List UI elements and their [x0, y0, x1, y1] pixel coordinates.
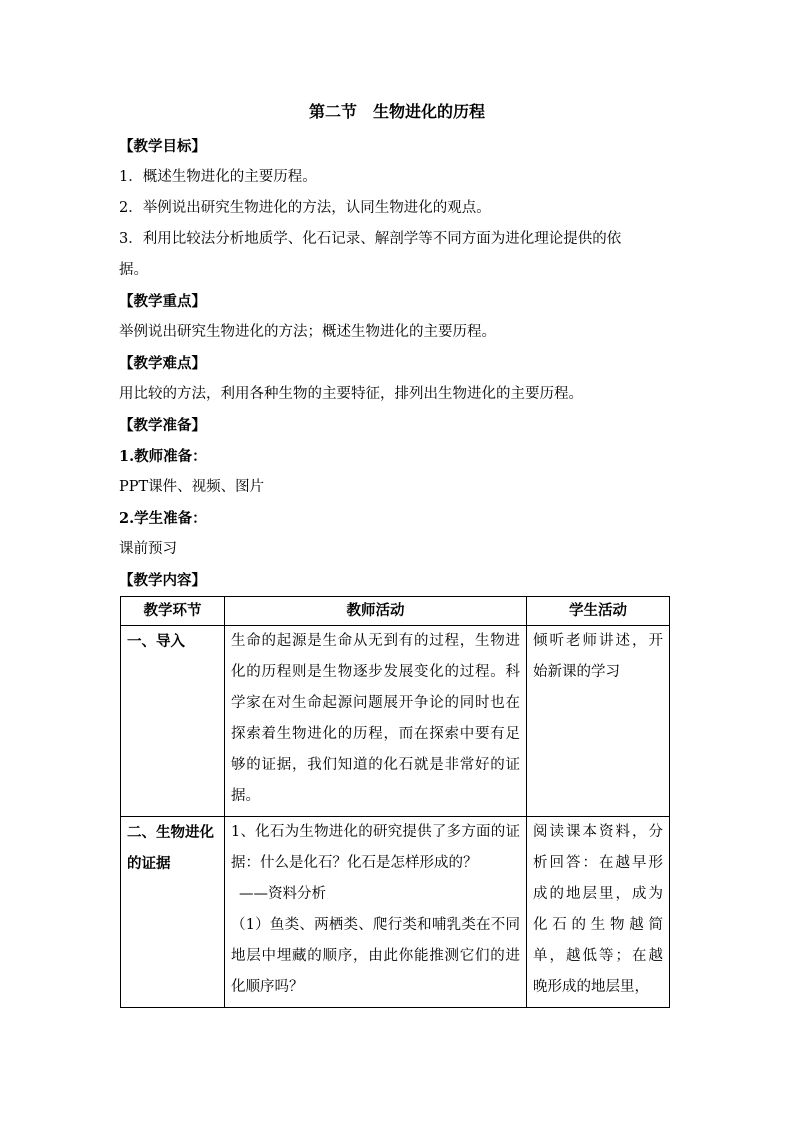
student-preparation-label: 2.学生准备： [119, 510, 207, 527]
teacher-activity-paragraph: 1、化石为生物进化的研究提供了多方面的证据：什么是化石？化石是怎样形成的？ [231, 824, 520, 871]
teacher-preparation-label: 1.教师准备： [119, 448, 207, 465]
teacher-activity-paragraph: （1）鱼类、两栖类、爬行类和哺乳类在不同地层中埋藏的顺序，由此你能推测它们的进化顺序吗？ [231, 917, 520, 995]
objective-item: 2．举例说出研究生物进化的方法，认同生物进化的观点。 [119, 200, 491, 216]
stage-cell: 二、生物进化的证据 [121, 817, 225, 1008]
stage-cell: 一、导入 [121, 626, 225, 817]
objectives-heading: 【教学目标】 [119, 138, 206, 155]
difficulties-text: 用比较的方法，利用各种生物的主要特征，排列出生物进化的主要历程。 [119, 386, 583, 402]
table-row [121, 626, 670, 817]
student-activity-cell: 倾听老师讲述，开始新课的学习 [527, 626, 670, 817]
objective-item: 3．利用比较法分析地质学、化石记录、解剖学等不同方面为进化理论提供的依 [119, 231, 622, 247]
column-header-stage: 教学环节 [121, 597, 225, 626]
difficulties-heading: 【教学难点】 [119, 355, 206, 372]
teacher-activity-paragraph: ——资料分析 [239, 886, 326, 902]
teacher-activity-cell: 生命的起源是生命从无到有的过程，生物进化的历程则是生物逐步发展变化的过程。科学家在对生命起源问题展开争论的同时也在探索着生物进化的历程，而在探索中要有足够的证据，我们知道的化石就是非常好的证据。 [225, 626, 527, 817]
teacher-activity-cell [225, 817, 527, 1008]
student-activity-cell: 阅读课本资料，分析回答：在越早形成的地层里，成为化石的生物越简单，越低等；在越晚形成的地层里， [527, 817, 670, 1008]
key-points-heading: 【教学重点】 [119, 293, 206, 310]
document-body [119, 131, 671, 596]
teacher-preparation-text: PPT课件、视频、图片 [119, 479, 265, 495]
preparation-heading: 【教学准备】 [119, 417, 206, 434]
objective-item-continuation: 据。 [119, 262, 148, 278]
student-preparation-text: 课前预习 [119, 541, 177, 557]
column-header-teacher-activity: 教师活动 [225, 597, 527, 626]
table-header-row [121, 597, 670, 626]
column-header-student-activity: 学生活动 [527, 597, 670, 626]
lesson-table [120, 596, 670, 1008]
content-heading: 【教学内容】 [119, 572, 206, 589]
page-title: 第二节 生物进化的历程 [308, 102, 485, 121]
key-points-text: 举例说出研究生物进化的方法；概述生物进化的主要历程。 [119, 324, 496, 340]
objective-item: 1．概述生物进化的主要历程。 [119, 169, 317, 185]
table-row [121, 817, 670, 1008]
